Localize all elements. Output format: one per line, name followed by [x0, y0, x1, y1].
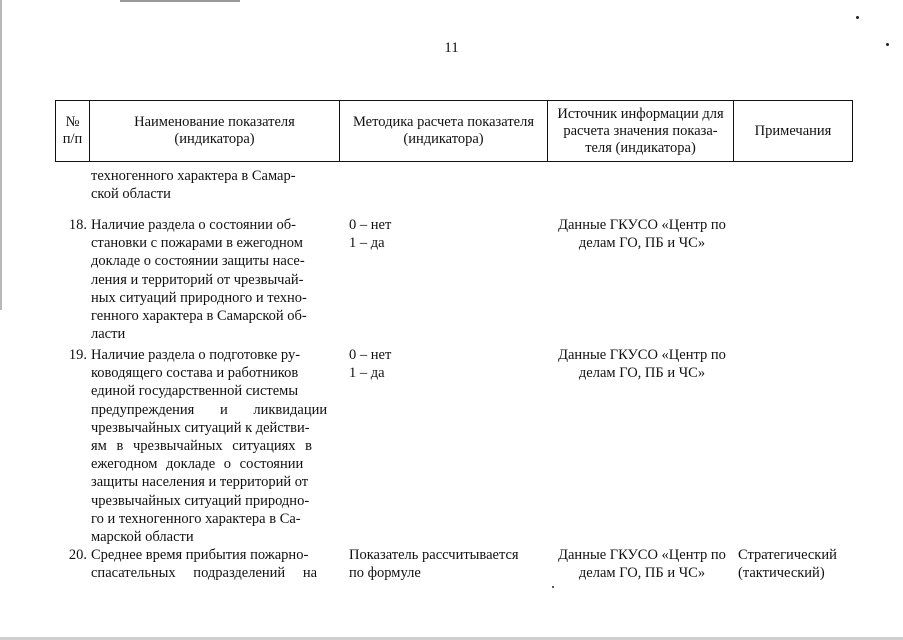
text-line: Наличие раздела о состоянии об- [91, 217, 296, 233]
text-line: (тактический) [738, 565, 825, 582]
text-line: делам ГО, ПБ и ЧС» [578, 235, 706, 252]
text-line: 0 – нет [349, 347, 392, 363]
row-number: 18. [68, 217, 87, 233]
calculation-method [349, 546, 545, 582]
header-method: Методика расчета показателя (индикатора) [340, 101, 548, 162]
note [738, 546, 852, 582]
text-line: предупреждения и ликвидации [91, 401, 328, 418]
text-line: ления и территорий от чрезвычай- [91, 271, 304, 288]
text-line: единой государственной системы [91, 383, 299, 400]
header-name: Наименование показателя (индикатора) [90, 101, 340, 162]
header-source: Источник информации для расчета значения показа- теля (индикатора) [548, 101, 734, 162]
text-line: ям в чрезвычайных ситуациях в [91, 438, 313, 455]
text-line: спасательных подразделений на [91, 565, 318, 582]
header-num: № п/п [56, 101, 90, 162]
information-source [552, 546, 732, 582]
header-note: Примечания [734, 101, 853, 162]
text-line: 0 – нет [349, 217, 392, 233]
table-header [55, 100, 853, 162]
text-line: ежегодном докладе о состоянии [91, 456, 304, 473]
calculation-method [349, 346, 545, 382]
continuation-name [91, 167, 329, 203]
indicator-name [91, 216, 329, 343]
text-line: 1 – да [349, 365, 385, 382]
header-row [56, 101, 853, 162]
scan-speck [856, 16, 859, 19]
text-line: по формуле [349, 565, 421, 582]
text-line: ской области [91, 186, 171, 203]
row-number: 19. [68, 347, 87, 363]
text-line: чрезвычайных ситуаций природно- [91, 492, 310, 509]
row-number: 20. [68, 547, 87, 563]
text-line: Наличие раздела о подготовке ру- [91, 347, 301, 363]
calculation-method [349, 216, 545, 252]
text-line: ласти [91, 326, 126, 343]
text-line: Стратегический [738, 547, 837, 563]
text-line: защиты населения и территорий от [91, 474, 309, 491]
scan-edge-top [120, 0, 240, 2]
text-line: Данные ГКУСО «Центр по [558, 217, 726, 233]
indicator-name [91, 546, 329, 582]
text-line: го и техногенного характера в Са- [91, 510, 301, 527]
text-line: Среднее время прибытия пожарно- [91, 547, 309, 563]
text-line: чрезвычайных ситуаций к действи- [91, 419, 310, 436]
text-line: делам ГО, ПБ и ЧС» [578, 565, 706, 582]
text-line: марской области [91, 529, 194, 546]
page-number: 11 [444, 40, 459, 56]
text-line: Показатель рассчитывается [349, 547, 519, 563]
text-line: ных ситуаций природного и техно- [91, 289, 307, 306]
text-line: 1 – да [349, 235, 385, 252]
indicator-name [91, 346, 329, 546]
text-line: становки с пожарами в ежегодном [91, 235, 303, 252]
text-line: Данные ГКУСО «Центр по [558, 547, 726, 563]
text-line: докладе о состоянии защиты насе- [91, 253, 305, 270]
text-line: Данные ГКУСО «Центр по [558, 347, 726, 363]
information-source [552, 346, 732, 382]
information-source [552, 216, 732, 252]
text-line: делам ГО, ПБ и ЧС» [578, 365, 706, 382]
scan-speck [552, 586, 554, 588]
text-line: ководящего состава и работников [91, 365, 299, 382]
text-line: генного характера в Самарской об- [91, 308, 307, 325]
text-line: техногенного характера в Самар- [91, 168, 296, 184]
